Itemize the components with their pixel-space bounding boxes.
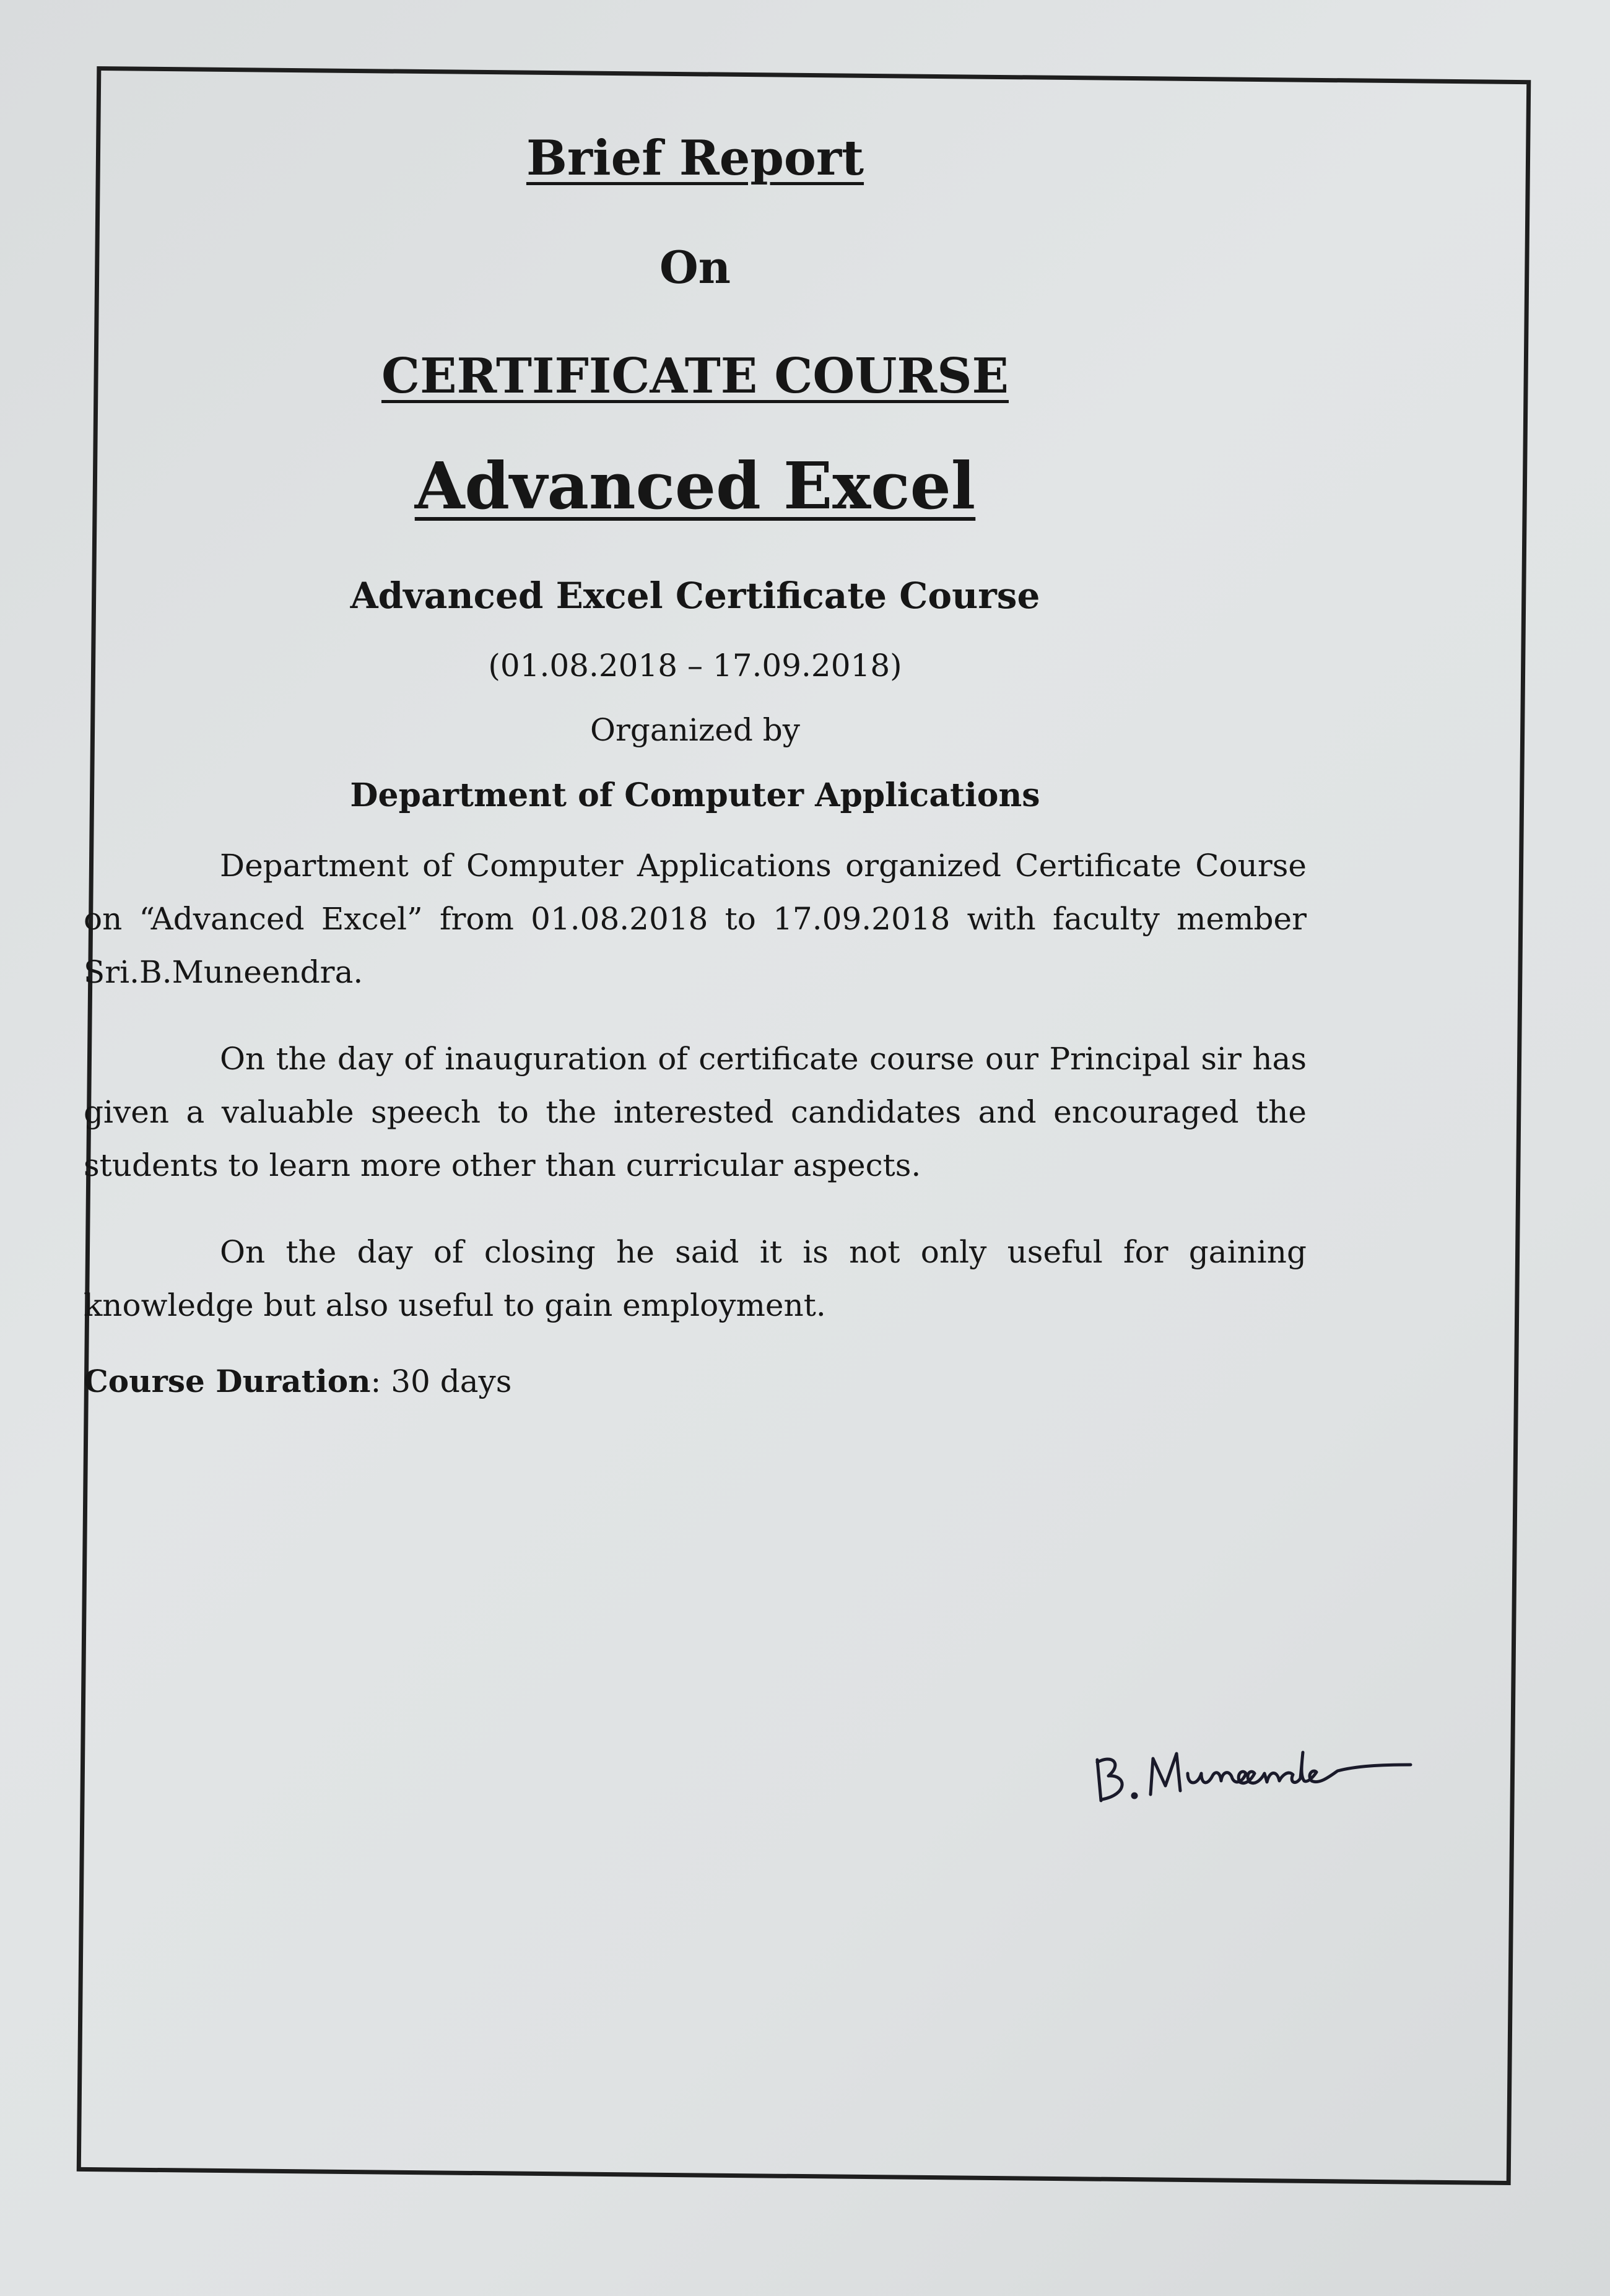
body-paragraph-1: Department of Computer Applications organized Certificate Course on “Advanced Excel” from 01.08.2018 to 17.09.2018 with faculty member Sri.B.Muneendra. <box>84 848 1307 990</box>
course-title: Advanced Excel <box>414 448 976 524</box>
report-title: Brief Report <box>526 130 864 186</box>
report-on: On <box>659 241 731 294</box>
course-name: Advanced Excel Certificate Course <box>350 575 1040 617</box>
course-dates: (01.08.2018 – 17.09.2018) <box>488 648 902 684</box>
department-name: Department of Computer Applications <box>350 776 1040 814</box>
course-duration-separator: : <box>370 1363 381 1399</box>
handwritten-signature <box>1084 1721 1418 1820</box>
course-duration <box>84 1363 1307 1399</box>
body-paragraph-3: On the day of closing he said it is not only useful for gaining knowledge but also useful to gain employment. <box>84 1234 1307 1323</box>
organized-by-label: Organized by <box>590 712 800 748</box>
report-subtitle: CERTIFICATE COURSE <box>381 348 1009 404</box>
report-content <box>84 130 1307 1430</box>
course-duration-value: 30 days <box>381 1363 512 1399</box>
course-duration-label: Course Duration <box>84 1363 371 1399</box>
body-paragraph-2: On the day of inauguration of certificate course our Principal sir has given a valuable speech to the interested candidates and encouraged the students to learn more other than curricular aspects. <box>84 1041 1307 1183</box>
